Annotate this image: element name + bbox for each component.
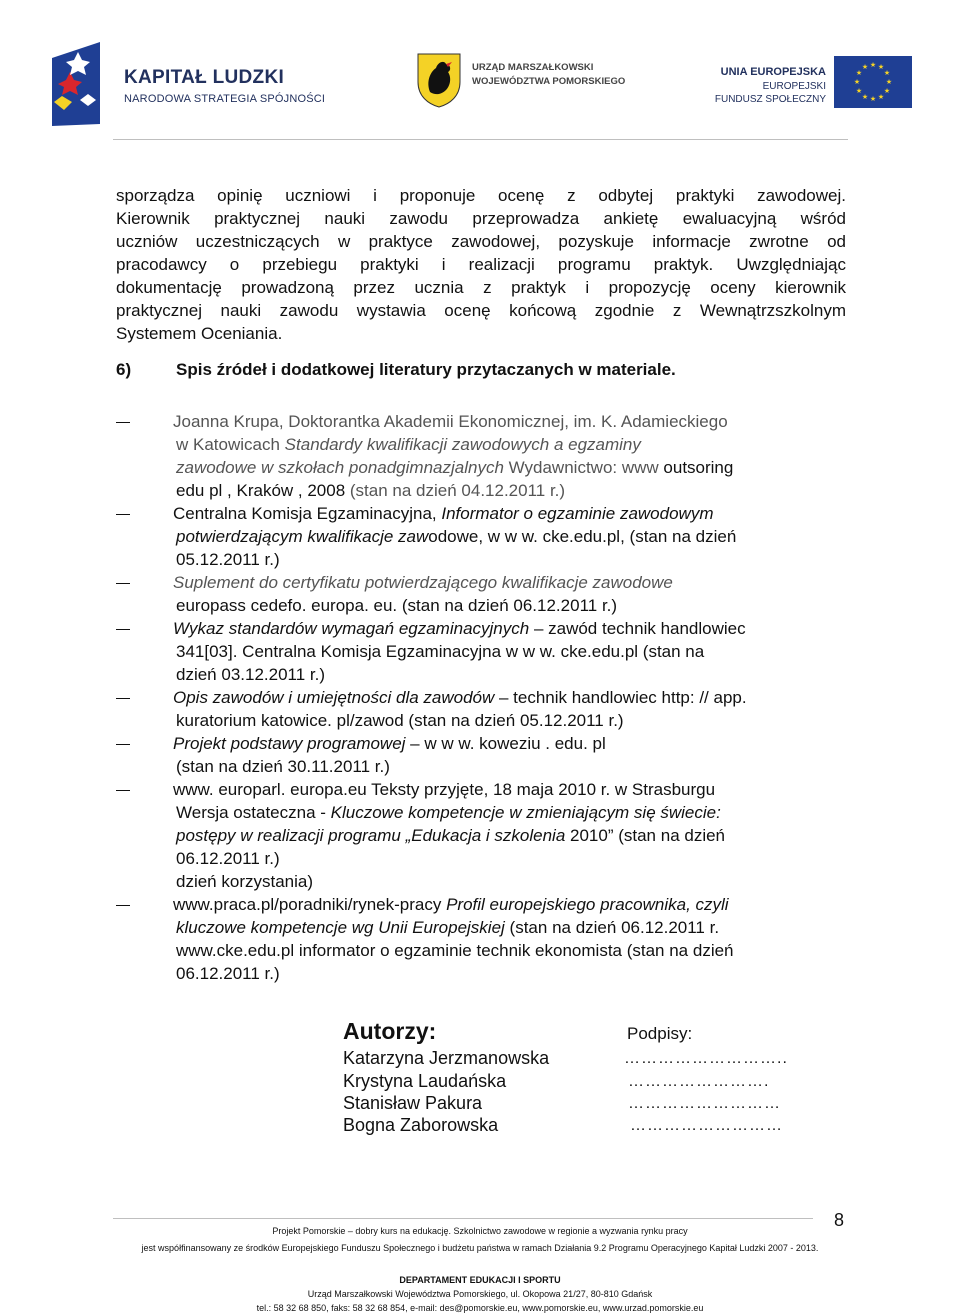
ref-line (173, 617, 846, 640)
ref-title: Wykaz standardów wymagań egzaminacyjnych (173, 619, 530, 638)
dash-bullet (116, 744, 130, 745)
intro-line: praktycznej nauki zawodu wystawia ocenę końcową zgodnie z Wewnątrzszkolnym (116, 301, 846, 320)
ref-text: (stan na dzień 04.12.2011 r.) (349, 481, 566, 500)
kapital-ludzki-name: KAPITAŁ LUDZKI (124, 67, 285, 88)
svg-text:★: ★ (885, 78, 893, 86)
ref-line: Joanna Krupa, Doktorantka Akademii Ekonomicznej, im. K. Adamieckiego (173, 412, 728, 431)
signature-line: ……………………… (628, 1095, 781, 1112)
unia-europejska-logo (712, 56, 912, 112)
section-heading (116, 360, 676, 380)
dash-bullet (116, 790, 130, 791)
intro-line: sporządza opinię uczniowi i proponuje ocenę z odbytej praktyki zawodowej. (116, 186, 846, 205)
list-item (116, 732, 846, 778)
intro-paragraph (116, 184, 846, 345)
eu-flag-icon (834, 56, 912, 108)
svg-text:★: ★ (883, 69, 891, 77)
signature-line: ……………………. (628, 1073, 770, 1090)
eu-line-3: FUNDUSZ SPOŁECZNY (714, 94, 826, 105)
authors-title: Autorzy: (343, 1018, 437, 1044)
intro-line: uczniów uczestniczących w praktyce zawodowej, pozyskuje informacje zwrotne od (116, 232, 846, 251)
ref-text: (stan na dzień 06.12.2011 r. (504, 918, 720, 937)
ref-text: edu pl , Kraków , 2008 (176, 481, 350, 500)
dash-bullet (116, 698, 130, 699)
ref-text: – w w w. koweziu . edu. pl (405, 734, 606, 753)
ref-line (173, 525, 846, 548)
ref-text: w Katowicach (176, 435, 285, 454)
ref-line: 05.12.2011 r.) (176, 550, 280, 569)
ref-text: Centralna Komisja Egzaminacyjna, (173, 504, 442, 523)
list-item (116, 893, 846, 985)
ref-line: Suplement do certyfikatu potwierdzającego kwalifikacje zawodowe (173, 573, 673, 592)
ref-text: www.praca.pl/poradniki/rynek-pracy (173, 895, 447, 914)
intro-line: pracodawcy o przebiegu praktyki i realizacji programu praktyk. Uwzględniając (116, 255, 846, 274)
dash-bullet (116, 422, 130, 423)
intro-line: Kierownik praktycznej nauki zawodu przeprowadza ankietę ewaluacyjną wśród (116, 209, 846, 228)
ref-line: (stan na dzień 30.11.2011 r.) (176, 757, 390, 776)
ref-line: www.cke.edu.pl informator o egzaminie technik ekonomista (stan na dzień (176, 941, 734, 960)
svg-text:★: ★ (877, 63, 885, 71)
svg-text:★: ★ (869, 95, 877, 103)
ref-title: Informator o egzaminie zawodowym (441, 504, 714, 523)
ref-line (173, 502, 846, 525)
ref-line (173, 893, 846, 916)
urzad-line-2: WOJEWÓDZTWA POMORSKIEGO (472, 76, 626, 87)
ref-line (173, 433, 846, 456)
dash-bullet (116, 583, 130, 584)
intro-line: dokumentację prowadzoną przez ucznia z praktyk i propozycję oceny kierownik (116, 278, 846, 297)
eu-line-2: EUROPEJSKI (762, 81, 826, 92)
ref-text: – zawód technik handlowiec (529, 619, 746, 638)
footer-address: Urząd Marszałkowski Województwa Pomorskiego, ul. Okopowa 21/27, 80-810 Gdańsk (307, 1289, 653, 1299)
list-item (116, 410, 846, 502)
footer-contact: tel.: 58 32 68 850, faks: 58 32 68 854, e-mail: des@pomorskie.eu, www.pomorskie.eu, www.urzad.pomorskie.eu (256, 1303, 704, 1313)
references-list (116, 410, 846, 985)
urzad-marszalkowski-logo (416, 52, 626, 108)
list-item (116, 686, 846, 732)
ref-line (173, 916, 846, 939)
dash-bullet (116, 905, 130, 906)
svg-text:★: ★ (877, 93, 885, 101)
griffin-shield-icon (416, 52, 462, 108)
ref-title: Standardy kwalifikacji zawodowych a egzaminy (284, 435, 641, 454)
svg-text:★: ★ (869, 61, 877, 69)
ref-line: dzień 03.12.2011 r.) (176, 665, 326, 684)
svg-text:★: ★ (861, 63, 869, 71)
section-number: 6) (116, 360, 132, 379)
ref-title: Kluczowe kompetencje w zmieniającym się świecie: (330, 803, 721, 822)
list-item (116, 617, 846, 686)
ref-text: Wydawnictwo: www (503, 458, 664, 477)
svg-text:★: ★ (853, 78, 861, 86)
header-divider (113, 139, 848, 140)
ref-text: Wersja ostateczna - (176, 803, 331, 822)
ref-title: postępy w realizacji programu „Edukacja i szkolenia (176, 826, 566, 845)
ref-title: kluczowe kompetencje wg Unii Europejskiej (176, 918, 505, 937)
ref-line: dzień korzystania) (176, 872, 314, 891)
kapital-ludzki-subtitle: NARODOWA STRATEGIA SPÓJNOŚCI (124, 93, 326, 105)
ref-line (173, 801, 846, 824)
dash-bullet (116, 629, 130, 630)
svg-text:★: ★ (861, 93, 869, 101)
author-name: Krystyna Laudańska (343, 1071, 507, 1091)
page-number: 8 (834, 1210, 845, 1230)
svg-text:★: ★ (883, 87, 891, 95)
ref-line (173, 456, 846, 479)
page-header (0, 0, 960, 160)
ref-text: – technik handlowiec http: // app. (494, 688, 747, 707)
ref-text: outsoring (663, 458, 734, 477)
ref-line: www. europarl. europa.eu Teksty przyjęte, 18 maja 2010 r. w Strasburgu (173, 780, 716, 799)
footer-divider (113, 1218, 813, 1219)
list-item (116, 571, 846, 617)
signatures-label: Podpisy: (627, 1024, 693, 1043)
footer-department: DEPARTAMENT EDUKACJI I SPORTU (399, 1275, 561, 1285)
ref-line: kuratorium katowice. pl/zawod (stan na dzień 05.12.2011 r.) (176, 711, 624, 730)
svg-text:★: ★ (855, 87, 863, 95)
svg-text:★: ★ (855, 69, 863, 77)
ref-line: 06.12.2011 r.) (176, 849, 280, 868)
author-name: Katarzyna Jerzmanowska (343, 1048, 550, 1068)
list-item (116, 778, 846, 893)
footer-funding-line: jest współfinansowany ze środków Europejskiego Funduszu Społecznego i budżetu państwa w ramach Działania 9.2 Programu Operacyjnego Kapitał Ludzki 2007 - 2013. (141, 1243, 819, 1253)
kapital-ludzki-star-icon (52, 40, 104, 126)
intro-line: Systemem Oceniania. (116, 324, 283, 343)
kapital-ludzki-logo (52, 40, 326, 128)
ref-line (173, 732, 846, 755)
ref-title: zawodowe w szkołach ponadgimnazjalnych (176, 458, 504, 477)
list-item (116, 502, 846, 571)
ref-title: Projekt podstawy programowej (173, 734, 406, 753)
signature-line: ……………………… (630, 1117, 783, 1134)
ref-line (173, 479, 846, 502)
urzad-line-1: URZĄD MARSZAŁKOWSKI (472, 62, 594, 73)
ref-title: Opis zawodów i umiejętności dla zawodów (173, 688, 495, 707)
ref-text: odowe, w w w. cke.edu.pl, (stan na dzień (428, 527, 737, 546)
ref-line: europass cedefo. europa. eu. (stan na dzień 06.12.2011 r.) (176, 596, 618, 615)
ref-title: Profil europejskiego pracownika, czyli (446, 895, 729, 914)
ref-title: potwierdzającym kwalifikacje zaw (176, 527, 429, 546)
signature-line: ……………………….. (624, 1050, 788, 1067)
footer-project-line: Projekt Pomorskie – dobry kurs na edukację. Szkolnictwo zawodowe w regionie a wyzwania rynku pracy (272, 1226, 688, 1236)
author-name: Bogna Zaborowska (343, 1115, 499, 1135)
ref-line: 06.12.2011 r.) (176, 964, 280, 983)
dash-bullet (116, 514, 130, 515)
eu-line-1: UNIA EUROPEJSKA (720, 66, 826, 78)
ref-line (173, 686, 846, 709)
author-name: Stanisław Pakura (343, 1093, 483, 1113)
ref-line: 341[03]. Centralna Komisja Egzaminacyjna w w w. cke.edu.pl (stan na (176, 642, 705, 661)
ref-text: 2010” (stan na dzień (565, 826, 726, 845)
section-title: Spis źródeł i dodatkowej literatury przytaczanych w materiale. (176, 360, 676, 379)
ref-line (173, 824, 846, 847)
